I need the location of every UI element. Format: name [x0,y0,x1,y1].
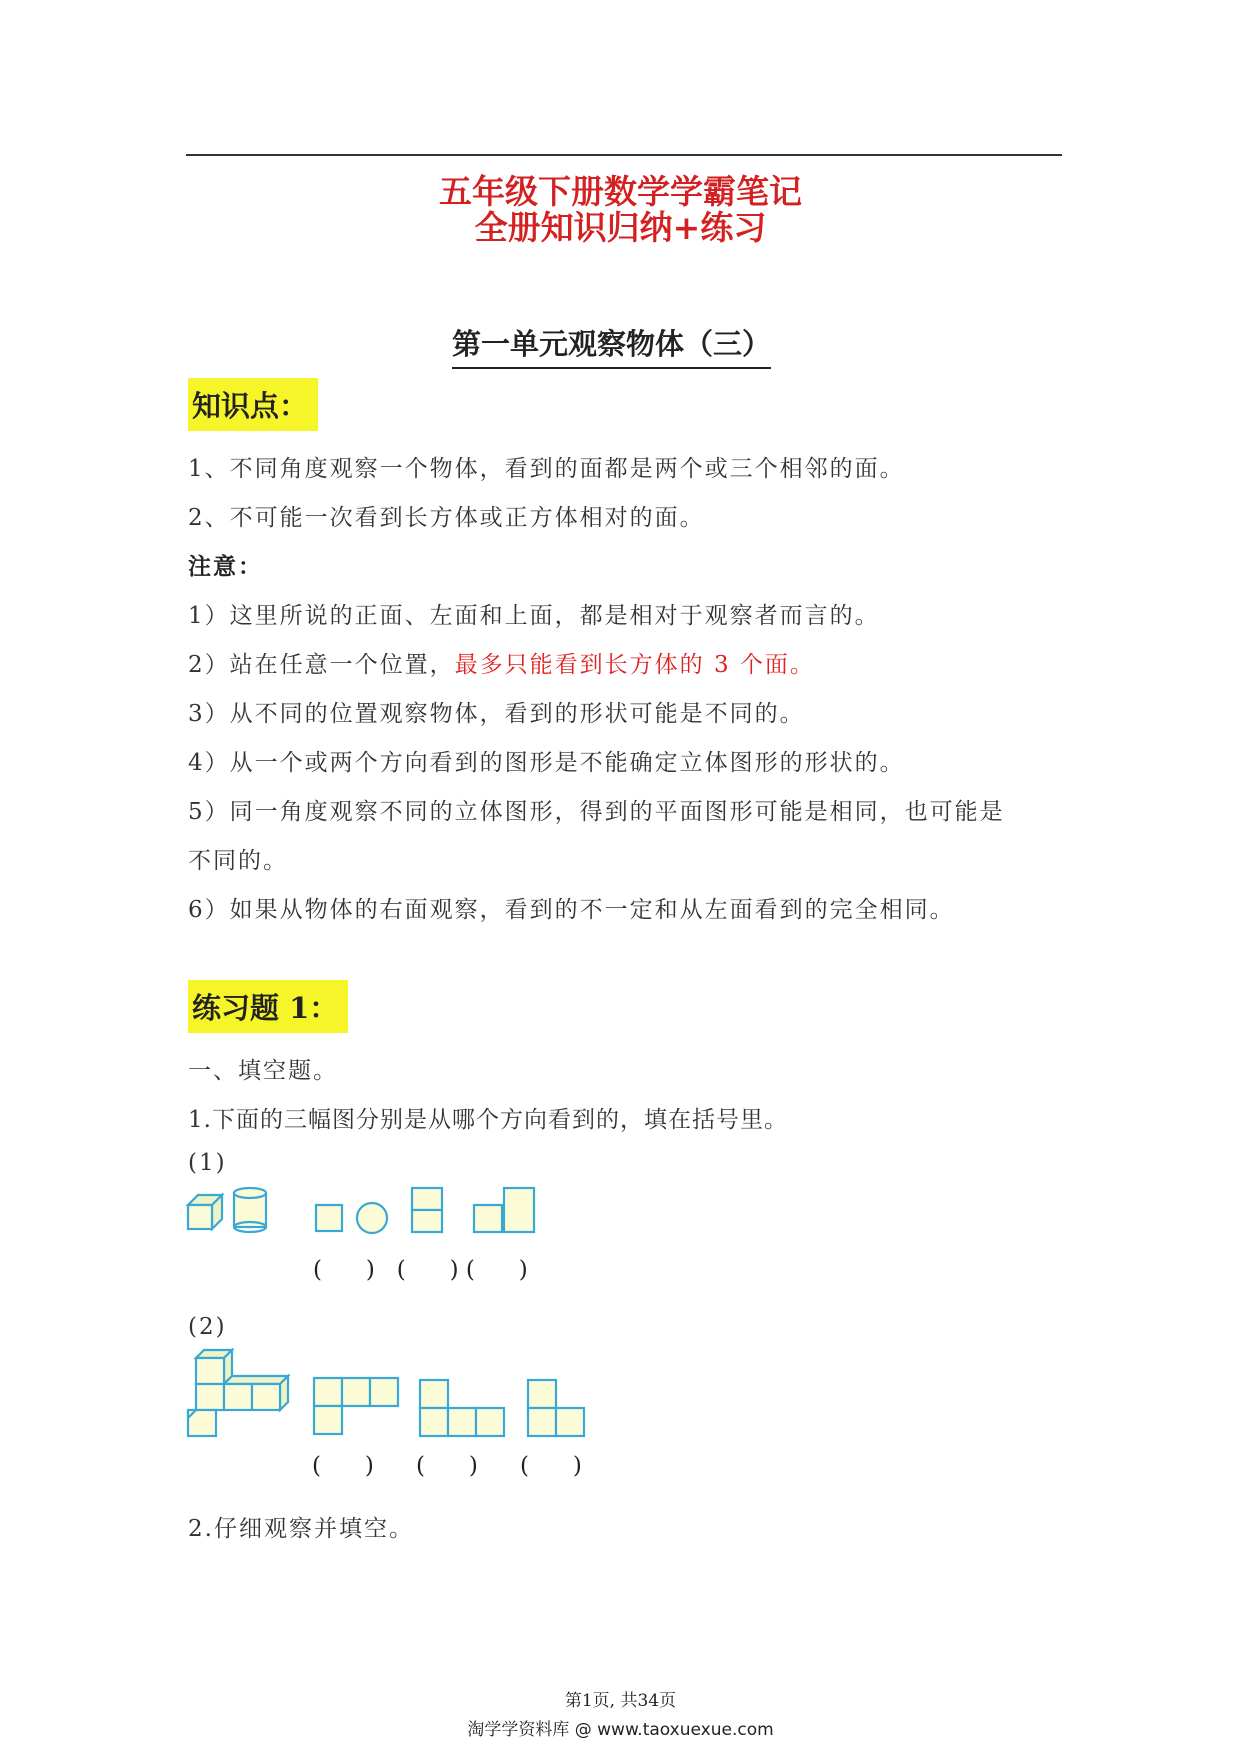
source-footer: 淘学学资料库 @ www.taoxuexue.com [467,1720,774,1740]
cube-stack-3d-icon [188,1350,288,1436]
note-2-highlight: 最多只能看到长方体的 3 个面。 [454,652,815,678]
note-1: 1）这里所说的正面、左面和上面，都是相对于观察者而言的。 [188,603,880,629]
question-1-part2-label: (2) [188,1314,227,1340]
view-side-by-side [474,1188,534,1232]
note-heading: 注意： [188,553,263,580]
view-stacked [412,1188,442,1232]
note-4: 4）从一个或两个方向看到的图形是不能确定立体图形的形状的。 [188,750,905,776]
question-1: 1.下面的三幅图分别是从哪个方向看到的，填在括号里。 [188,1107,788,1133]
page-number: 第1页, 共34页 [564,1691,677,1711]
note-5-line1: 5）同一角度观察不同的立体图形，得到的平面图形可能是相同，也可能是 [188,799,1005,825]
question-1-part1-blanks[interactable]: ( ) ( ) ( ) [313,1257,528,1283]
unit-title: 第一单元观察物体（三） [452,322,771,369]
cylinder-3d-icon [234,1188,266,1232]
blank-2a[interactable]: ( ) [312,1453,374,1479]
exercise-heading: 练习题 1： [188,980,348,1033]
section-fill-blank: 一、填空题。 [188,1058,338,1084]
note-5-line2: 不同的。 [188,848,288,874]
top-rule [186,154,1062,156]
question-1-part1-label: (1) [188,1150,227,1176]
view-L-bottom-long [420,1380,504,1436]
cube-3d-icon [188,1195,222,1229]
note-2 [188,646,815,679]
note-2-prefix: 2）站在任意一个位置， [188,652,455,678]
knowledge-point-1: 1、不同角度观察一个物体，看到的面都是两个或三个相邻的面。 [188,456,905,482]
question-2: 2.仔细观察并填空。 [188,1516,414,1542]
doc-title-line2: 全册知识归纳+练习 [474,208,767,247]
knowledge-point-2: 2、不可能一次看到长方体或正方体相对的面。 [188,505,705,531]
knowledge-heading: 知识点： [188,378,318,431]
doc-title-line1: 五年级下册数学学霸笔记 [439,172,802,211]
figure-1-shapes [186,1185,556,1255]
note-3: 3）从不同的位置观察物体，看到的形状可能是不同的。 [188,701,805,727]
view-square-circle [316,1203,387,1233]
view-L-top [314,1378,398,1434]
blank-2b[interactable]: ( ) [416,1453,478,1479]
figure-2-shapes [184,1348,594,1448]
view-L-bottom-short [528,1380,584,1436]
note-6: 6）如果从物体的右面观察，看到的不一定和从左面看到的完全相同。 [188,897,955,923]
blank-2c[interactable]: ( ) [520,1453,582,1479]
